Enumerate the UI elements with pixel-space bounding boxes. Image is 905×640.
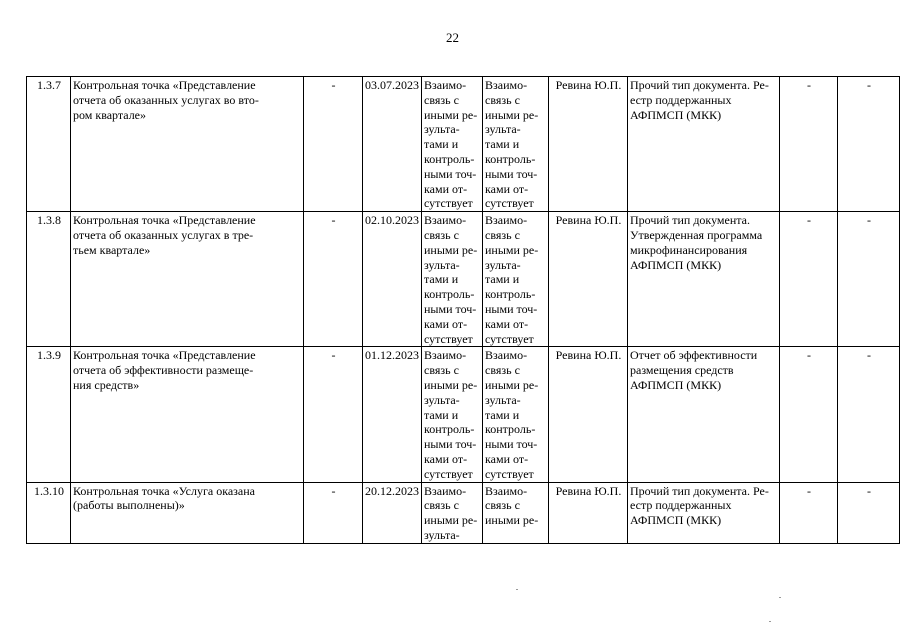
cell-document-type (628, 77, 780, 212)
cell-date: 03.07.2023 (363, 77, 422, 212)
cell-text-line: Контрольная точка «Представление (73, 78, 256, 92)
cell-text-line: сутствует (485, 196, 534, 211)
cell-text-line: связь с (485, 498, 520, 513)
cell-dash: - (780, 347, 838, 482)
cell-document-type (628, 212, 780, 347)
cell-text-line: контроль- (485, 287, 536, 302)
cell-text-line: контроль- (424, 151, 475, 166)
cell-dash: - (304, 482, 363, 543)
cell-responsible: Ревина Ю.П. (549, 347, 628, 482)
cell-text-line: иными ре- (424, 107, 478, 122)
cell-text-line: контроль- (485, 422, 536, 437)
cell-text-line: отчета об оказанных услугах во вто- (73, 92, 259, 107)
cell-dash: - (780, 77, 838, 212)
cell-text-line: Отчет об эффективности (630, 348, 758, 363)
cell-text-line: Взаимо- (424, 483, 467, 498)
cell-text-line: ными точ- (485, 301, 538, 316)
cell-text-line: Взаимо- (485, 213, 528, 228)
cell-text-line: зульта- (424, 392, 460, 407)
cell-relation-successor (483, 212, 549, 347)
cell-dash: - (780, 212, 838, 347)
table-row (27, 482, 900, 543)
cell-number: 1.3.8 (27, 212, 71, 347)
cell-relation-successor (483, 482, 549, 543)
cell-text-line: ками от- (424, 181, 468, 196)
cell-text-line: Контрольная точка «Услуга оказана (73, 483, 255, 498)
cell-text-line: тами и (485, 137, 520, 152)
cell-text-line: иными ре- (424, 242, 478, 257)
cell-text-line: Взаимо- (424, 78, 467, 92)
cell-text-line: Взаимо- (485, 78, 528, 92)
cell-text-line: АФПМСП (МКК) (630, 257, 722, 272)
cell-dash: - (304, 212, 363, 347)
cell-text-line: Утвержденная программа (630, 227, 763, 242)
cell-text-line: тами и (424, 407, 459, 422)
cell-responsible: Ревина Ю.П. (549, 212, 628, 347)
cell-text-line: связь с (424, 363, 459, 378)
cell-document-type (628, 347, 780, 482)
cell-dash: - (838, 77, 900, 212)
cell-dash: - (304, 77, 363, 212)
cell-text-line: зульта- (424, 257, 460, 272)
cell-text-line: ками от- (424, 451, 468, 466)
cell-text-line: Взаимо- (485, 348, 528, 363)
cell-text-line: сутствует (424, 196, 473, 211)
cell-number: 1.3.9 (27, 347, 71, 482)
cell-text-line: связь с (424, 227, 459, 242)
cell-text-line: ными точ- (485, 437, 538, 452)
cell-text-line: тами и (485, 407, 520, 422)
cell-responsible: Ревина Ю.П. (549, 482, 628, 543)
cell-text-line: иными ре- (485, 107, 539, 122)
cell-text-line: ками от- (485, 451, 529, 466)
cell-date: 20.12.2023 (363, 482, 422, 543)
page-number: 22 (446, 30, 459, 45)
cell-text-line: тами и (424, 272, 459, 287)
table-row (27, 347, 900, 482)
cell-text-line: АФПМСП (МКК) (630, 107, 722, 122)
cell-text-line: Прочий тип документа. Ре- (630, 78, 769, 92)
cell-text-line: тами и (485, 272, 520, 287)
cell-responsible: Ревина Ю.П. (549, 77, 628, 212)
cell-text-line: контроль- (485, 151, 536, 166)
cell-text-line: ром квартале» (73, 107, 147, 122)
cell-control-point-name (71, 347, 304, 482)
cell-dash: - (838, 347, 900, 482)
cell-text-line: ками от- (485, 181, 529, 196)
cell-text-line: ния средств» (73, 377, 140, 392)
cell-control-point-name (71, 77, 304, 212)
cell-text-line: иными ре- (485, 513, 539, 528)
cell-text-line: естр поддержанных (630, 498, 732, 513)
cell-text-line: связь с (485, 363, 520, 378)
cell-text-line: ными точ- (424, 301, 477, 316)
cell-text-line: сутствует (485, 466, 534, 481)
cell-text-line: иными ре- (424, 377, 478, 392)
cell-relation-predecessor (422, 347, 483, 482)
scan-speck (779, 597, 781, 598)
cell-text-line: иными ре- (485, 242, 539, 257)
cell-text-line: контроль- (424, 422, 475, 437)
cell-text-line: Контрольная точка «Представление (73, 213, 256, 228)
cell-text-line: иными ре- (424, 513, 478, 528)
cell-text-line: сутствует (424, 331, 473, 346)
cell-relation-predecessor (422, 212, 483, 347)
cell-text-line: отчета об эффективности размеще- (73, 363, 254, 378)
cell-text-line: (работы выполнены)» (73, 498, 185, 513)
cell-text-line: зульта- (424, 527, 460, 542)
cell-text-line: связь с (485, 227, 520, 242)
cell-text-line: ными точ- (424, 437, 477, 452)
cell-relation-successor (483, 77, 549, 212)
cell-text-line: связь с (424, 92, 459, 107)
cell-text-line: Взаимо- (424, 213, 467, 228)
cell-text-line: естр поддержанных (630, 92, 732, 107)
cell-text-line: связь с (424, 498, 459, 513)
cell-relation-successor (483, 347, 549, 482)
cell-dash: - (304, 347, 363, 482)
table-body (27, 77, 900, 544)
cell-text-line: тьем квартале» (73, 242, 151, 257)
cell-text-line: сутствует (485, 331, 534, 346)
cell-text-line: зульта- (485, 257, 521, 272)
cell-number: 1.3.10 (27, 482, 71, 543)
cell-dash: - (780, 482, 838, 543)
cell-text-line: размещения средств (630, 363, 734, 378)
table-row (27, 212, 900, 347)
cell-dash: - (838, 482, 900, 543)
cell-text-line: ными точ- (424, 166, 477, 181)
cell-text-line: тами и (424, 137, 459, 152)
control-points-table (26, 76, 900, 544)
cell-relation-predecessor (422, 482, 483, 543)
cell-text-line: сутствует (424, 466, 473, 481)
cell-text-line: контроль- (424, 287, 475, 302)
cell-text-line: зульта- (485, 392, 521, 407)
cell-text-line: Контрольная точка «Представление (73, 348, 256, 363)
cell-text-line: АФПМСП (МКК) (630, 377, 722, 392)
cell-date: 02.10.2023 (363, 212, 422, 347)
cell-text-line: связь с (485, 92, 520, 107)
scan-speck (516, 589, 518, 590)
cell-number: 1.3.7 (27, 77, 71, 212)
table-row (27, 77, 900, 212)
cell-text-line: ными точ- (485, 166, 538, 181)
cell-text-line: АФПМСП (МКК) (630, 513, 722, 528)
cell-date: 01.12.2023 (363, 347, 422, 482)
cell-text-line: ками от- (485, 316, 529, 331)
cell-text-line: зульта- (424, 122, 460, 137)
cell-text-line: ками от- (424, 316, 468, 331)
cell-dash: - (838, 212, 900, 347)
cell-relation-predecessor (422, 77, 483, 212)
cell-control-point-name (71, 212, 304, 347)
cell-text-line: Прочий тип документа. Ре- (630, 483, 769, 498)
cell-control-point-name (71, 482, 304, 543)
cell-text-line: микрофинансирования (630, 242, 748, 257)
cell-text-line: Взаимо- (485, 483, 528, 498)
cell-text-line: Взаимо- (424, 348, 467, 363)
scan-speck (769, 621, 771, 622)
cell-document-type (628, 482, 780, 543)
cell-text-line: иными ре- (485, 377, 539, 392)
cell-text-line: отчета об оказанных услугах в тре- (73, 227, 254, 242)
cell-text-line: зульта- (485, 122, 521, 137)
cell-text-line: Прочий тип документа. (630, 213, 750, 228)
